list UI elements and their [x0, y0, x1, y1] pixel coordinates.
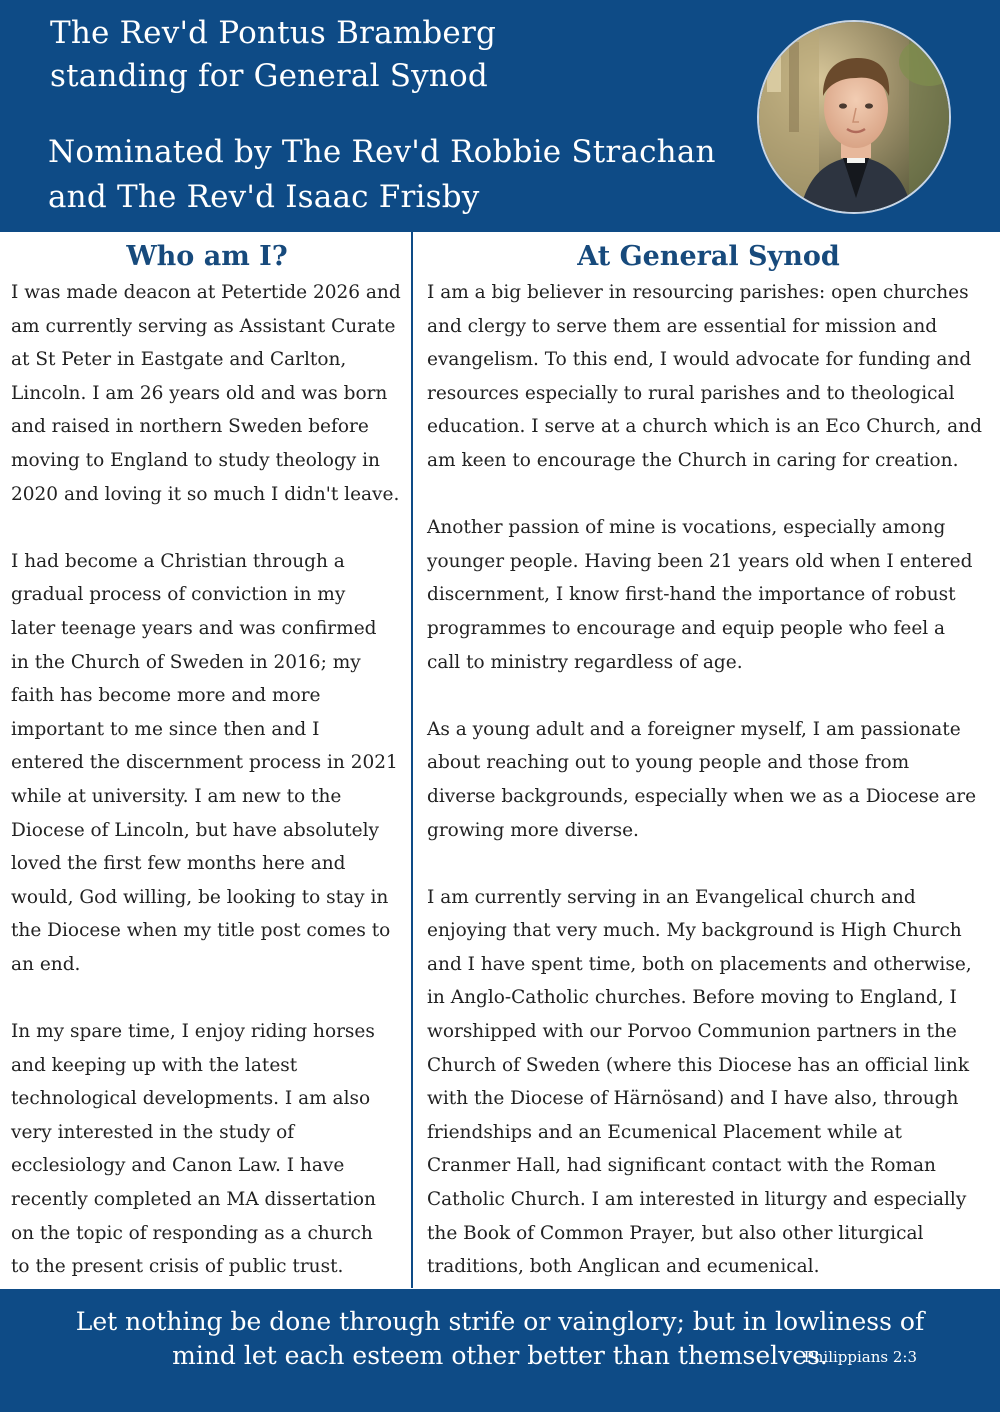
text-line: In my spare time, I enjoy riding horses: [11, 1021, 375, 1043]
text-line: programmes to encourage and equip people who feel a: [427, 617, 946, 639]
text-line: recently completed an MA dissertation: [11, 1189, 376, 1211]
who-am-i-body: [11, 276, 403, 1284]
text-line: call to ministry regardless of age.: [427, 651, 743, 673]
at-general-synod-body: [427, 276, 990, 1284]
at-general-synod-column: [427, 236, 990, 1284]
text-line: moving to England to study theology in: [11, 449, 380, 471]
text-line: 2020 and loving it so much I didn't leave.: [11, 483, 400, 505]
paragraph: [11, 1015, 403, 1284]
text-line: I was made deacon at Petertide 2026 and: [11, 282, 401, 303]
text-line: the Diocese when my title post comes to: [11, 920, 391, 942]
text-line: Catholic Church. I am interested in liturgy and especially: [427, 1189, 967, 1211]
text-line: Diocese of Lincoln, but have absolutely: [11, 819, 379, 841]
portrait-photo: [757, 20, 951, 214]
footer-banner: [0, 1289, 1000, 1412]
nominators-line: and The Rev'd Isaac Frisby: [48, 179, 480, 215]
who-am-i-heading: Who am I?: [126, 241, 288, 272]
text-line: I had become a Christian through a: [11, 550, 345, 572]
text-line: traditions, both Anglican and ecumenical.: [427, 1256, 820, 1278]
quote-line: mind let each esteem other better than themselves.: [172, 1341, 828, 1370]
paragraph: [11, 276, 403, 511]
paragraph: [427, 276, 990, 478]
paragraph: [427, 511, 990, 679]
text-line: friendships and an Ecumenical Placement while at: [427, 1121, 902, 1143]
text-line: entered the discernment process in 2021: [11, 752, 398, 774]
text-line: and keeping up with the latest: [11, 1054, 298, 1076]
text-line: Another passion of mine is vocations, especially among: [427, 517, 946, 539]
text-line: very interested in the study of: [11, 1121, 295, 1143]
text-line: an end.: [11, 953, 81, 975]
text-line: diverse backgrounds, especially when we as a Diocese are: [427, 785, 977, 807]
column-divider: [411, 232, 413, 1288]
paragraph: [427, 881, 990, 1284]
text-line: gradual process of conviction in my: [11, 584, 346, 606]
text-line: and clergy to serve them are essential for mission and: [427, 315, 938, 337]
text-line: faith has become more and more: [11, 685, 321, 707]
who-am-i-column: [11, 236, 403, 1284]
text-line: about reaching out to young people and those from: [427, 752, 910, 774]
title-line: The Rev'd Pontus Bramberg: [50, 15, 497, 51]
at-general-synod-heading: At General Synod: [577, 241, 840, 272]
text-line: Lincoln. I am 26 years old and was born: [11, 382, 388, 404]
nominators-line: Nominated by The Rev'd Robbie Strachan: [48, 134, 716, 170]
text-line: am keen to encourage the Church in caring for creation.: [427, 449, 959, 471]
quote-line: Let nothing be done through strife or vainglory; but in lowliness of: [75, 1307, 925, 1336]
text-line: on the topic of responding as a church: [11, 1222, 373, 1244]
text-line: at St Peter in Eastgate and Carlton,: [11, 349, 347, 371]
candidate-title: [50, 12, 496, 98]
text-line: technological developments. I am also: [11, 1088, 371, 1110]
text-line: worshipped with our Porvoo Communion partners in the: [427, 1021, 957, 1043]
text-line: evangelism. To this end, I would advocate for funding and: [427, 349, 972, 371]
nominators: [48, 130, 716, 220]
text-line: Church of Sweden (where this Diocese has an official link: [427, 1054, 970, 1076]
text-line: the Book of Common Prayer, but also other liturgical: [427, 1222, 924, 1244]
text-line: enjoying that very much. My background is High Church: [427, 920, 962, 942]
text-line: As a young adult and a foreigner myself, I am passionate: [427, 718, 961, 740]
text-line: ecclesiology and Canon Law. I have: [11, 1155, 345, 1177]
text-line: discernment, I know first-hand the importance of robust: [427, 584, 956, 606]
text-line: growing more diverse.: [427, 819, 639, 841]
text-line: resources especially to rural parishes and to theological: [427, 382, 955, 404]
text-line: am currently serving as Assistant Curate: [11, 315, 396, 337]
text-line: Cranmer Hall, had significant contact with the Roman: [427, 1155, 936, 1177]
text-line: later teenage years and was confirmed: [11, 617, 377, 639]
scripture-citation: Philippians 2:3: [803, 1348, 917, 1366]
text-line: loved the first few months here and: [11, 853, 346, 875]
text-line: to the present crisis of public trust.: [11, 1256, 344, 1278]
text-line: and I have spent time, both on placements and otherwise,: [427, 953, 972, 975]
text-line: important to me since then and I: [11, 718, 320, 740]
text-line: education. I serve at a church which is an Eco Church, and: [427, 416, 982, 438]
text-line: in the Church of Sweden in 2016; my: [11, 651, 361, 673]
text-line: with the Diocese of Härnösand) and I have also, through: [427, 1088, 959, 1110]
text-line: would, God willing, be looking to stay in: [11, 886, 389, 908]
text-line: in Anglo-Catholic churches. Before moving to England, I: [427, 987, 957, 1009]
text-line: while at university. I am new to the: [11, 785, 342, 807]
portrait-illustration: [759, 22, 951, 214]
header-banner: [0, 0, 1000, 232]
paragraph: [11, 545, 403, 982]
text-line: younger people. Having been 21 years old when I entered: [427, 550, 973, 572]
title-line: standing for General Synod: [50, 58, 488, 94]
text-line: and raised in northern Sweden before: [11, 416, 369, 438]
text-line: I am a big believer in resourcing parishes: open churches: [427, 282, 969, 303]
paragraph: [427, 713, 990, 847]
text-line: I am currently serving in an Evangelical church and: [427, 886, 916, 908]
